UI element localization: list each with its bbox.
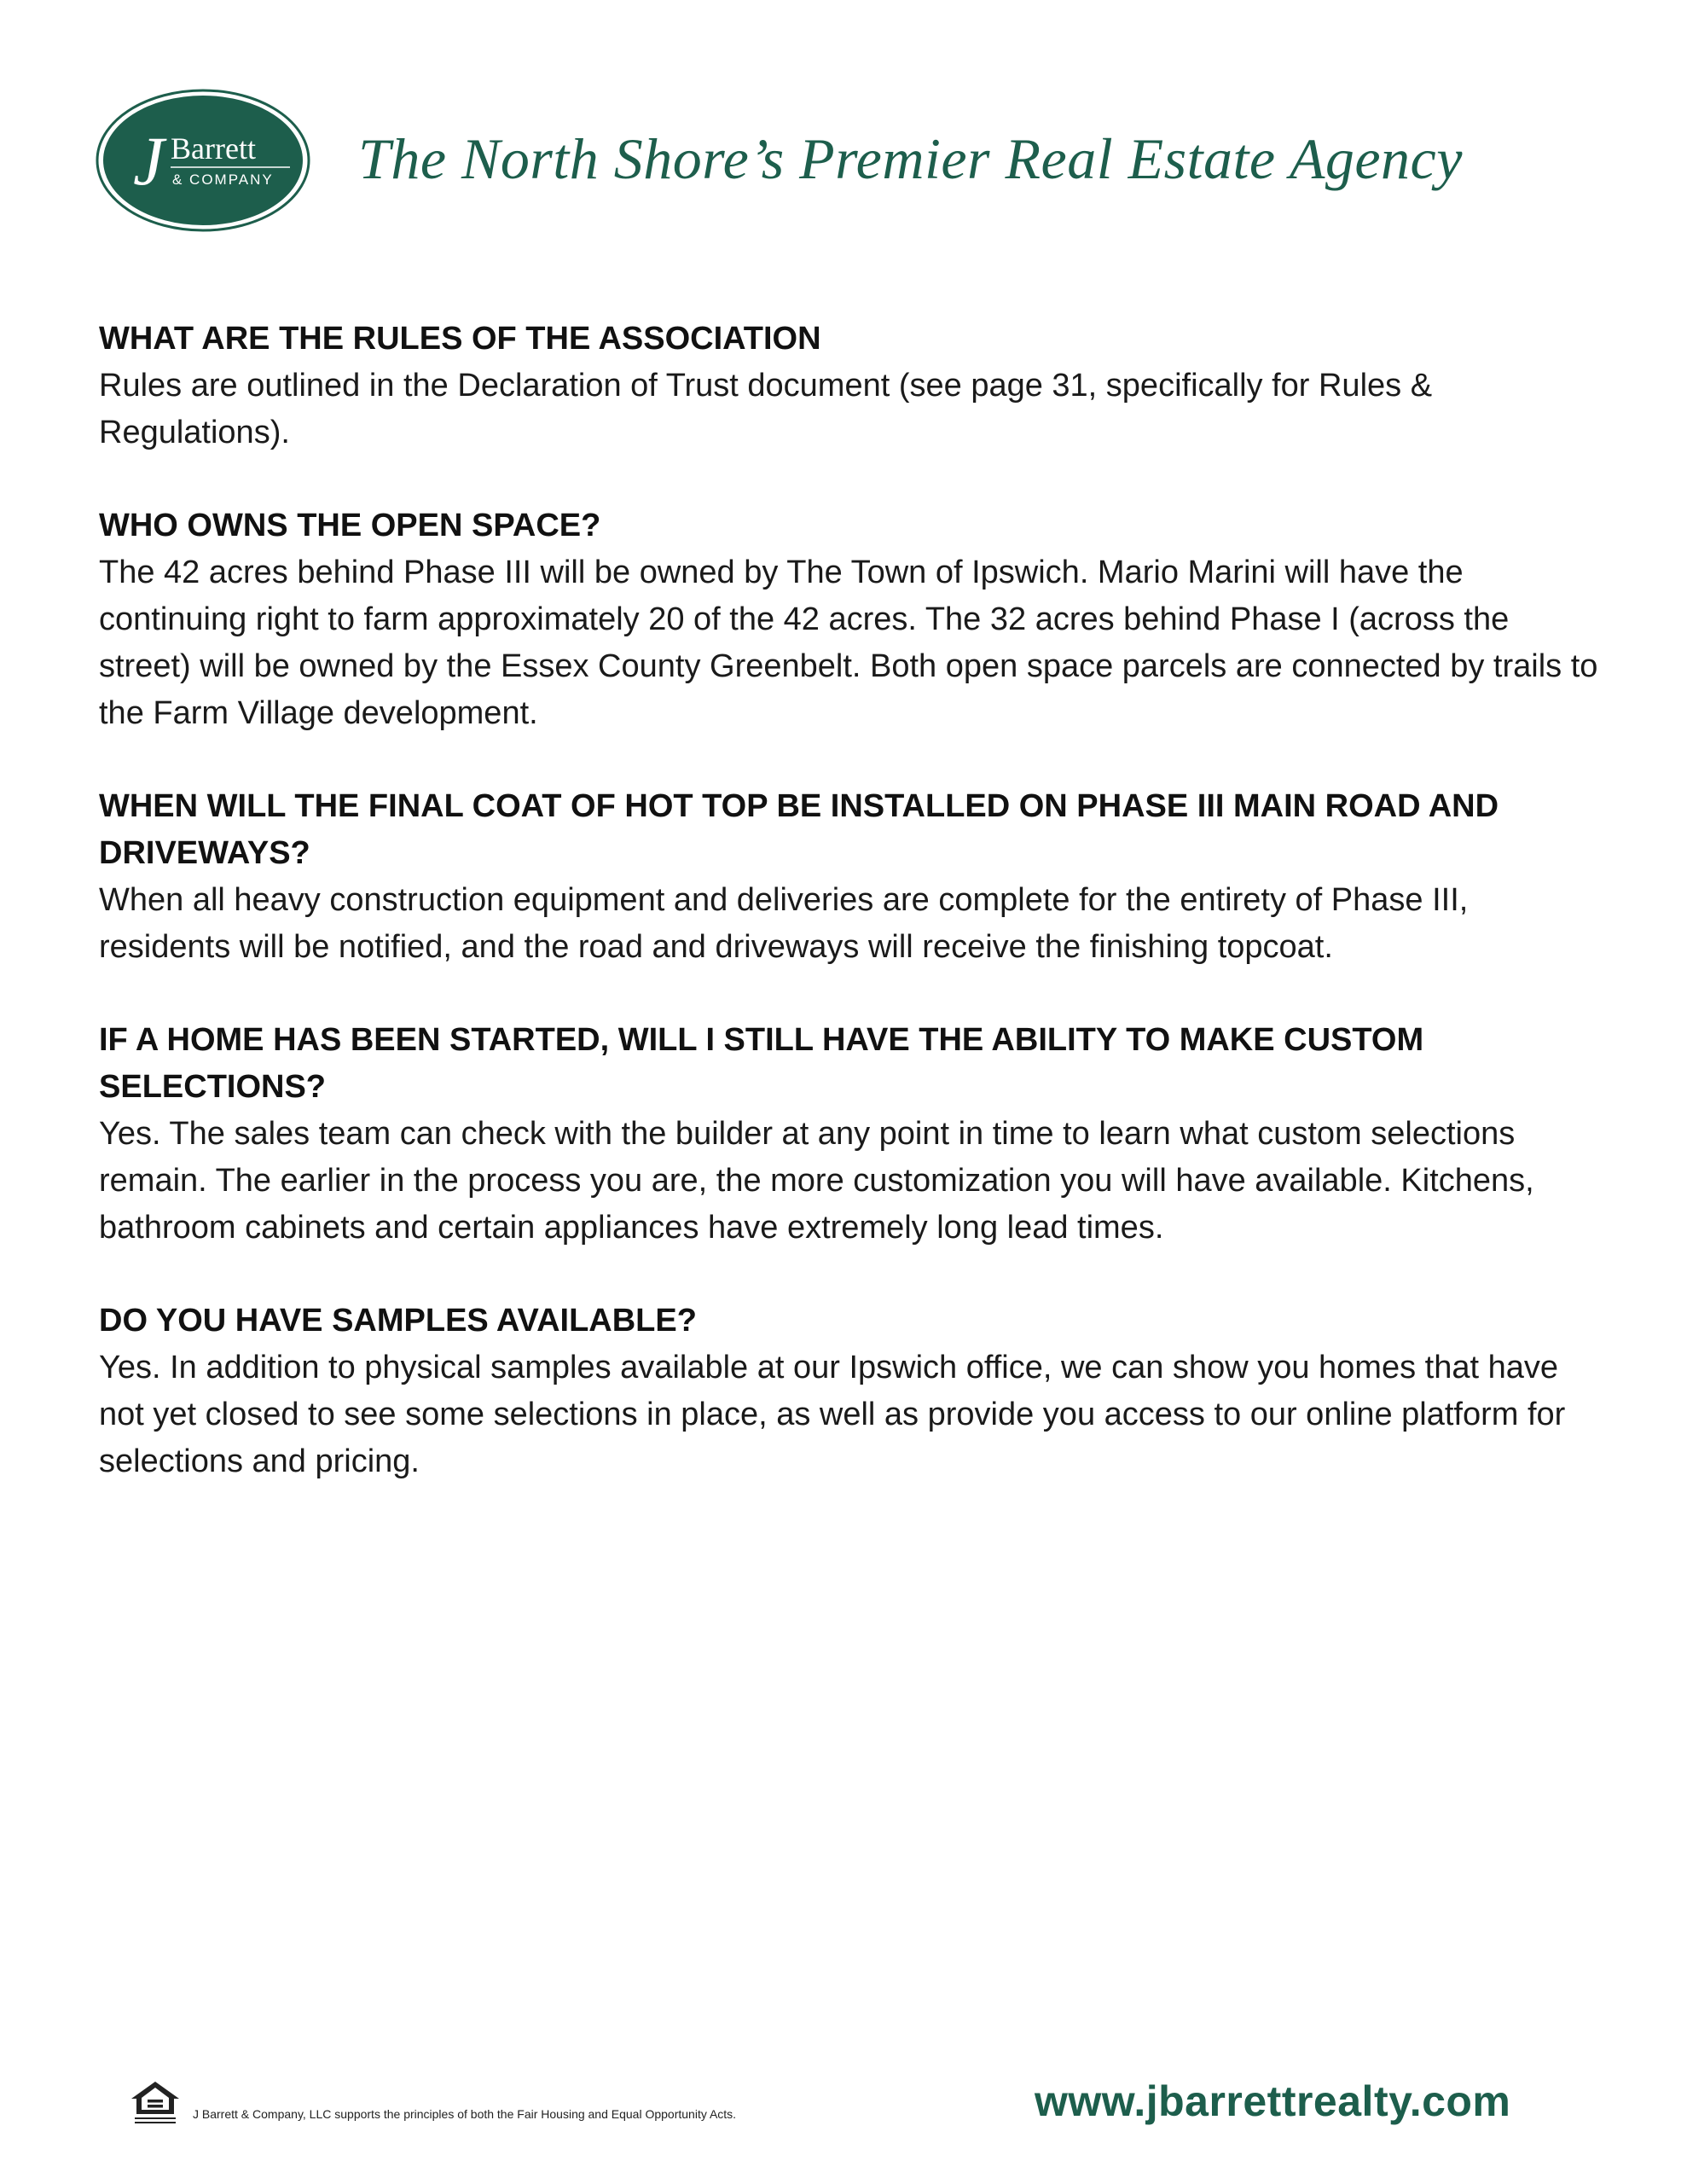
faq-question: WHO OWNS THE OPEN SPACE?	[99, 508, 601, 543]
faq-question: WHEN WILL THE FINAL COAT OF HOT TOP BE INSTALLED ON PHASE III MAIN ROAD AND DRIVEWAYS?	[99, 788, 1499, 871]
logo-subtitle: & COMPANY	[172, 171, 274, 188]
faq-question: IF A HOME HAS BEEN STARTED, WILL I STILL HAVE THE ABILITY TO MAKE CUSTOM SELECTIONS?	[99, 1022, 1424, 1105]
website-url: www.jbarrettrealty.com	[1035, 2077, 1511, 2125]
faq-item	[99, 502, 1600, 737]
fair-housing-note: J Barrett & Company, LLC supports the principles of both the Fair Housing and Equal Opportunity Acts.	[193, 2107, 737, 2121]
faq-item	[99, 316, 1600, 456]
logo-name: Barrett	[171, 131, 256, 166]
faq-list	[99, 316, 1600, 1531]
faq-answer: When all heavy construction equipment and deliveries are complete for the entirety of Phase III, residents will be notified, and the road and driveways will receive the finishing topcoat.	[99, 882, 1469, 965]
faq-question: DO YOU HAVE SAMPLES AVAILABLE?	[99, 1303, 697, 1339]
logo-initial: J	[133, 122, 165, 200]
faq-answer: Yes. The sales team can check with the builder at any point in time to learn what custom selections remain. The earlier in the process you are, the more customization you will have available. Kitchens, bathroom cabinets and certain appliances have extremely long lead times.	[99, 1116, 1534, 1246]
company-logo	[96, 89, 310, 232]
faq-answer: Yes. In addition to physical samples available at our Ipswich office, we can show you homes that have not yet closed to see some selections in place, as well as provide you access to our online platform for selections and pricing.	[99, 1350, 1566, 1479]
faq-item	[99, 1298, 1600, 1485]
faq-item	[99, 1017, 1600, 1252]
faq-question: WHAT ARE THE RULES OF THE ASSOCIATION	[99, 321, 821, 357]
faq-answer: The 42 acres behind Phase III will be owned by The Town of Ipswich. Mario Marini will have the continuing right to farm approximately 20 of the 42 acres. The 32 acres behind Phase I (across the street) will be owned by the Essex County Greenbelt. Both open space parcels are connected by trails to the Farm Village development.	[99, 555, 1598, 731]
faq-item	[99, 783, 1600, 971]
equal-housing-opportunity-icon	[130, 2080, 181, 2128]
agency-tagline: The North Shore’s Premier Real Estate Agency	[358, 126, 1463, 191]
faq-answer: Rules are outlined in the Declaration of Trust document (see page 31, specifically for Rules & Regulations).	[99, 368, 1433, 450]
